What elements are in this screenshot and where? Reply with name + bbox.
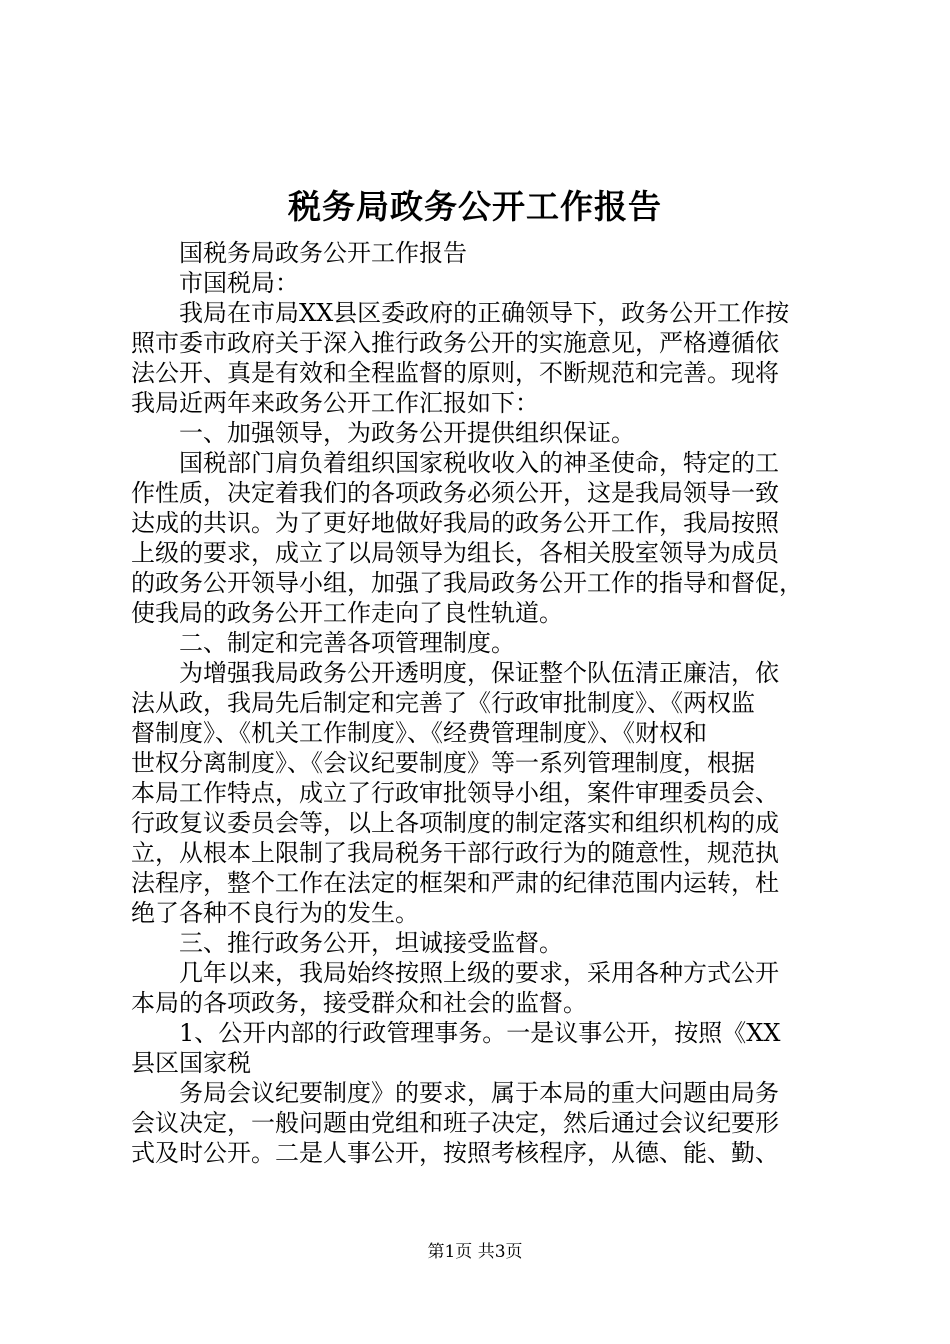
body-text-line: 绝了各种不良行为的发生。 <box>131 899 419 927</box>
body-text-line: 法程序，整个工作在法定的框架和严肃的纪律范围内运转，杜 <box>131 869 779 897</box>
body-text-line: 法公开、真是有效和全程监督的原则，不断规范和完善。现将 <box>131 359 779 387</box>
body-text-line: 1、公开内部的行政管理事务。一是议事公开，按照《XX <box>179 1019 781 1047</box>
body-text-line: 一、加强领导，为政务公开提供组织保证。 <box>179 419 635 447</box>
body-text-line: 市国税局： <box>179 269 299 297</box>
body-text-line: 几年以来，我局始终按照上级的要求，采用各种方式公开 <box>179 959 779 987</box>
body-text-line: 上级的要求，成立了以局领导为组长，各相关股室领导为成员 <box>131 539 779 567</box>
body-text-line: 作性质，决定着我们的各项政务必须公开，这是我局领导一致 <box>131 479 779 507</box>
body-text-line: 二、制定和完善各项管理制度。 <box>179 629 515 657</box>
body-text-line: 我局近两年来政务公开工作汇报如下： <box>131 389 539 417</box>
body-text-line: 三、推行政务公开，坦诚接受监督。 <box>179 929 563 957</box>
body-text-line: 的政务公开领导小组，加强了我局政务公开工作的指导和督促， <box>131 569 803 597</box>
body-text-line: 本局的各项政务，接受群众和社会的监督。 <box>131 989 587 1017</box>
document-title: 税务局政务公开工作报告 <box>288 187 662 226</box>
body-text-line: 县区国家税 <box>131 1049 251 1077</box>
body-text-line: 世权分离制度》、《会议纪要制度》等一系列管理制度，根据 <box>131 749 755 777</box>
body-text-line: 立，从根本上限制了我局税务干部行政行为的随意性，规范执 <box>131 839 779 867</box>
body-text-line: 国税务局政务公开工作报告 <box>179 239 467 267</box>
body-text-line: 我局在市局XX县区委政府的正确领导下，政务公开工作按 <box>179 299 790 327</box>
body-text-line: 为增强我局政务公开透明度，保证整个队伍清正廉洁，依 <box>179 659 779 687</box>
body-text-line: 使我局的政务公开工作走向了良性轨道。 <box>131 599 563 627</box>
body-text-line: 照市委市政府关于深入推行政务公开的实施意见，严格遵循依 <box>131 329 779 357</box>
body-text-line: 行政复议委员会等，以上各项制度的制定落实和组织机构的成 <box>131 809 779 837</box>
page-footer: 第1页 共3页 <box>427 1242 523 1262</box>
document-body <box>131 238 831 1168</box>
body-text-line: 国税部门肩负着组织国家税收收入的神圣使命，特定的工 <box>179 449 779 477</box>
body-text-line: 达成的共识。为了更好地做好我局的政务公开工作，我局按照 <box>131 509 779 537</box>
body-text-line: 法从政，我局先后制定和完善了《行政审批制度》、《两权监 <box>131 689 755 717</box>
body-text-line: 式及时公开。二是人事公开，按照考核程序，从德、能、勤、 <box>131 1139 779 1167</box>
body-text-line: 会议决定，一般问题由党组和班子决定，然后通过会议纪要形 <box>131 1109 779 1137</box>
body-text-line: 务局会议纪要制度》的要求，属于本局的重大问题由局务 <box>179 1079 779 1107</box>
body-text-line: 督制度》、《机关工作制度》、《经费管理制度》、《财权和 <box>131 719 707 747</box>
body-text-line: 本局工作特点，成立了行政审批领导小组，案件审理委员会、 <box>131 779 779 807</box>
